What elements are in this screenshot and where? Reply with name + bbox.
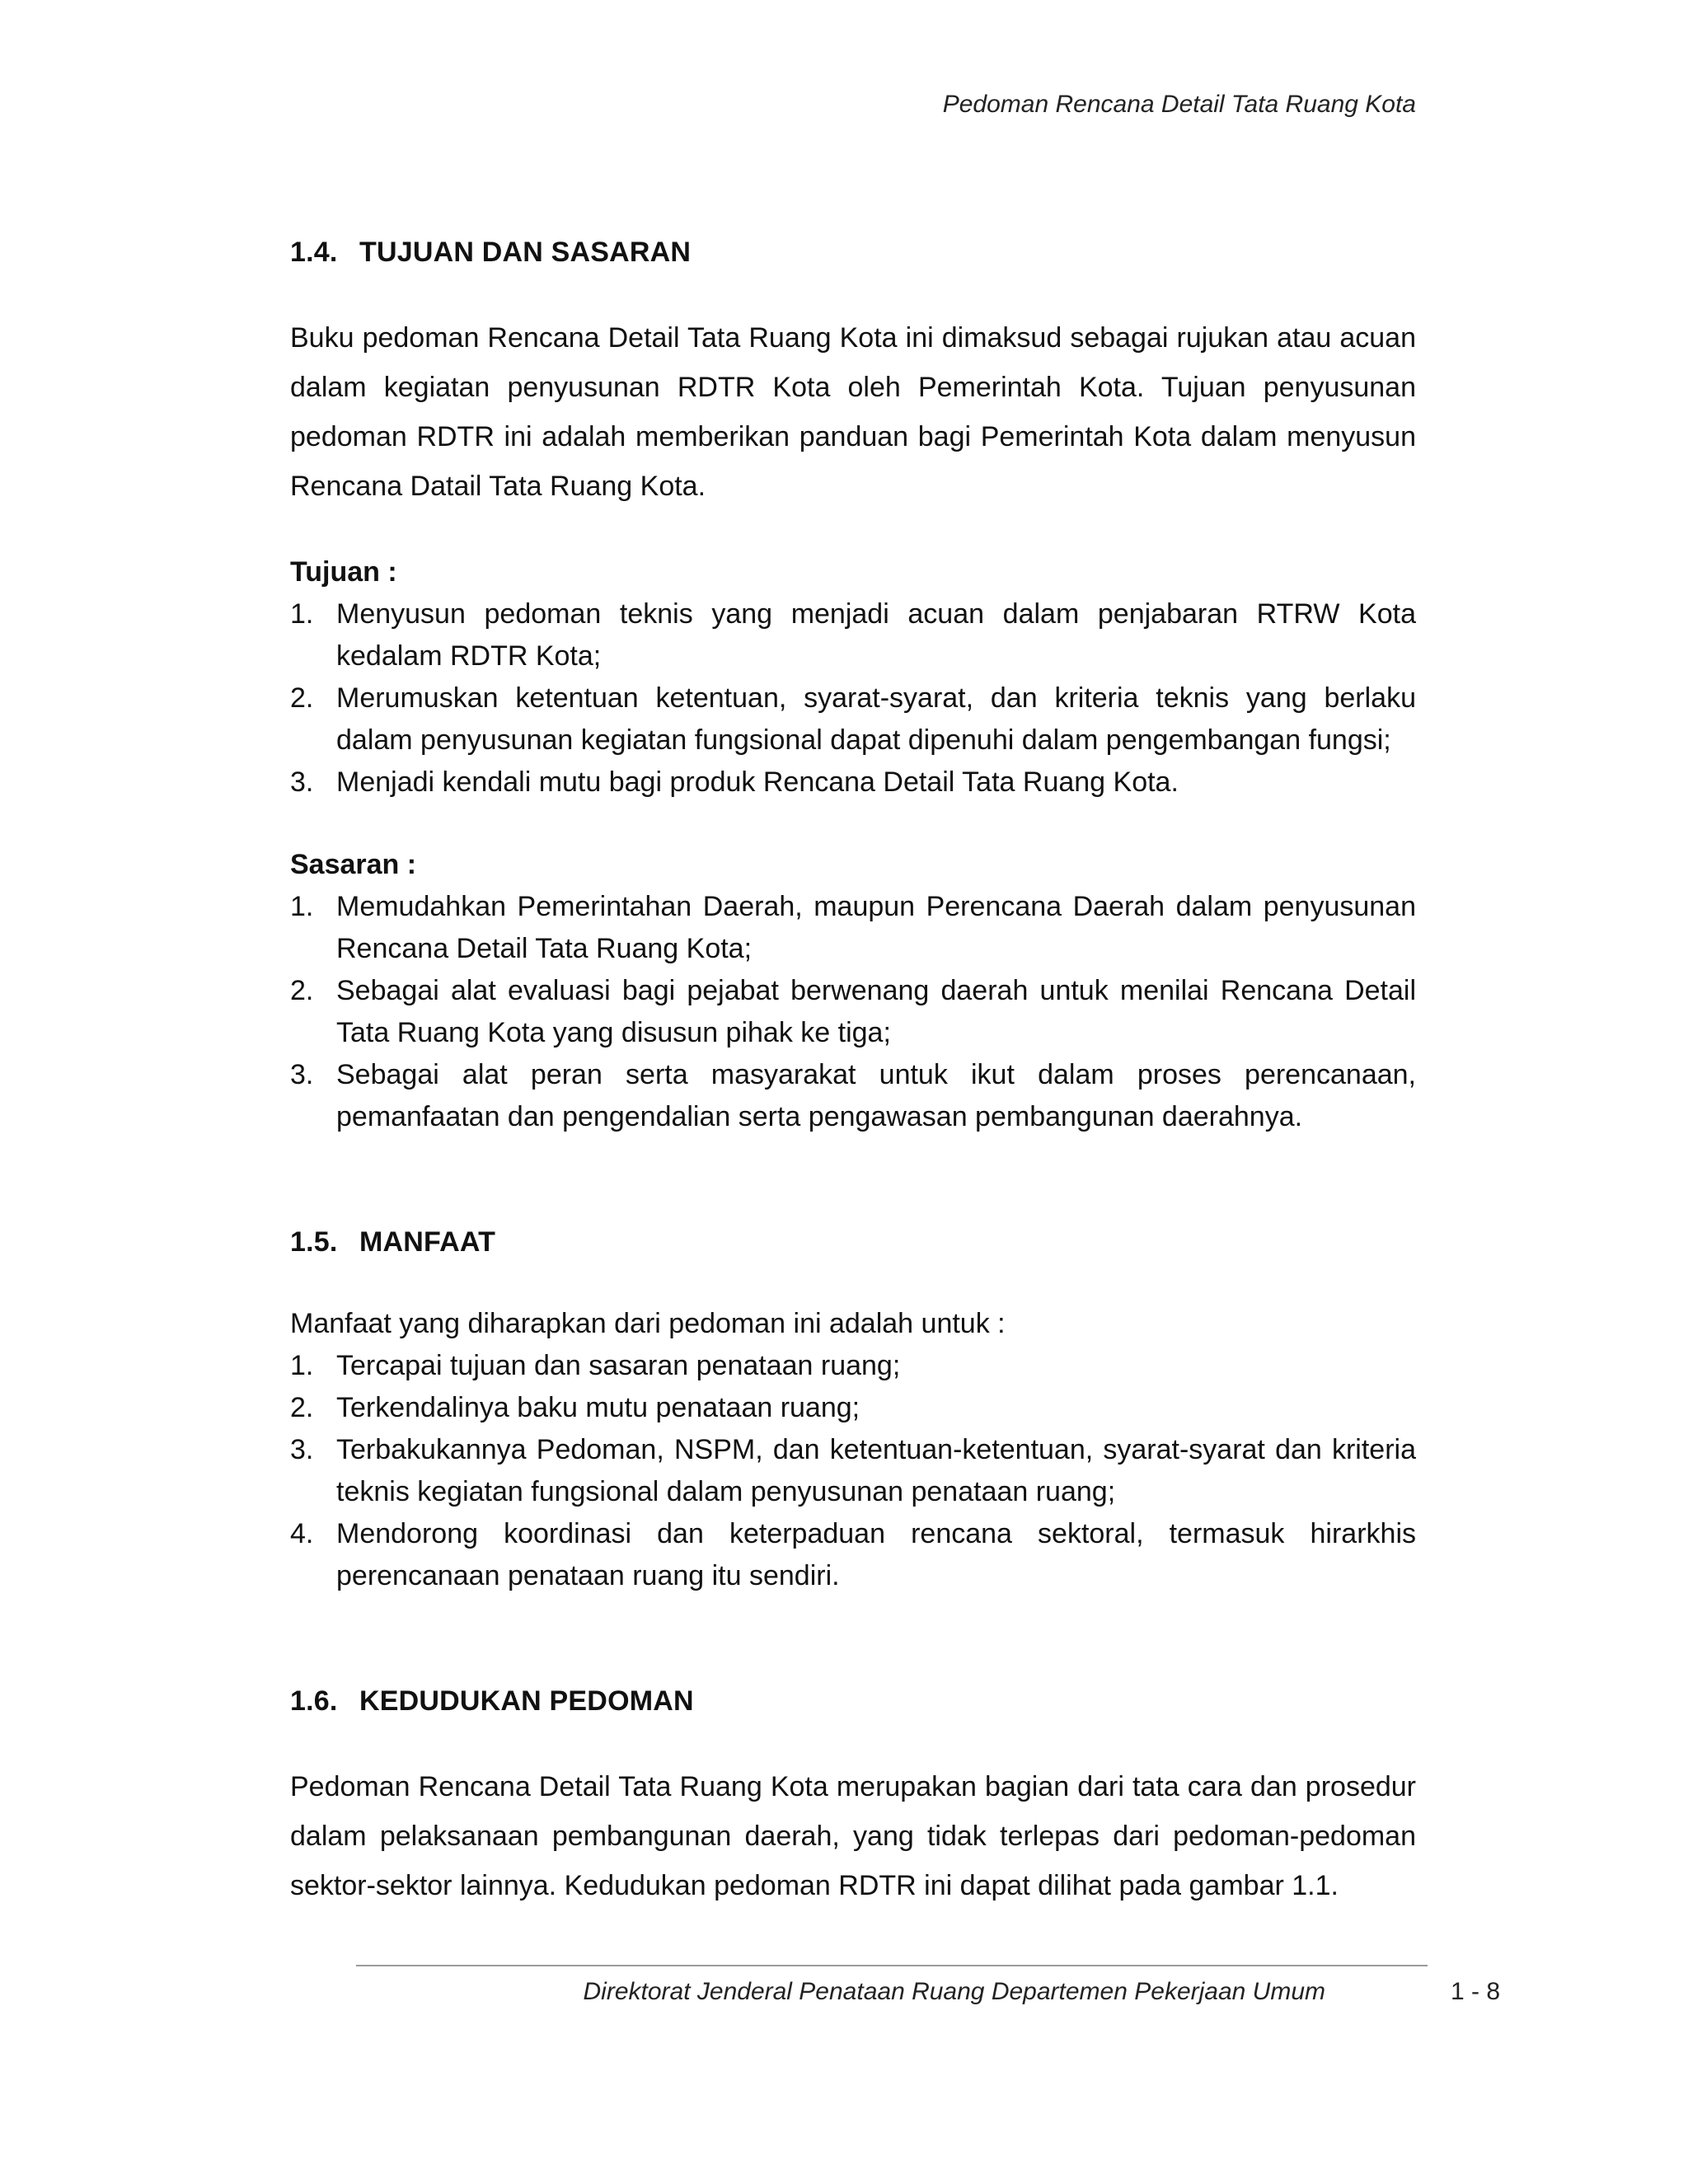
section-title: MANFAAT bbox=[359, 1226, 496, 1258]
list-number: 3. bbox=[290, 1434, 314, 1465]
list-item bbox=[290, 1345, 1416, 1387]
tujuan-list bbox=[290, 593, 1416, 804]
list-text: Memudahkan Pemerintahan Daerah, maupun Perencana Daerah dalam penyusunan Rencana Detail Tata Ruang Kota; bbox=[336, 891, 1416, 964]
section-body-paragraph: Pedoman Rencana Detail Tata Ruang Kota merupakan bagian dari tata cara dan prosedur dalam pelaksanaan pembangunan daerah, yang tidak terlepas dari pedoman-pedoman sektor-sektor lainnya. Kedudukan pedoman RDTR ini dapat dilihat pada gambar 1.1. bbox=[290, 1771, 1416, 1901]
section-title: TUJUAN DAN SASARAN bbox=[359, 237, 692, 268]
sasaran-list bbox=[290, 886, 1416, 1138]
manfaat-list bbox=[290, 1345, 1416, 1597]
list-number: 1. bbox=[290, 598, 314, 630]
list-item bbox=[290, 1054, 1416, 1138]
list-number: 2. bbox=[290, 682, 314, 714]
section-intro-paragraph: Manfaat yang diharapkan dari pedoman ini adalah untuk : bbox=[290, 1308, 1006, 1339]
section-heading-1-5 bbox=[290, 1221, 1416, 1263]
list-item bbox=[290, 677, 1416, 762]
list-number: 3. bbox=[290, 766, 314, 798]
section-number: 1.4. bbox=[290, 237, 338, 268]
list-item bbox=[290, 1429, 1416, 1513]
running-header: Pedoman Rencana Detail Tata Ruang Kota bbox=[942, 91, 1416, 118]
list-text: Sebagai alat evaluasi bagi pejabat berwenang daerah untuk menilai Rencana Detail Tata Ruang Kota yang disusun pihak ke tiga; bbox=[336, 975, 1416, 1048]
list-text: Menjadi kendali mutu bagi produk Rencana Detail Tata Ruang Kota. bbox=[336, 766, 1179, 798]
list-number: 3. bbox=[290, 1059, 314, 1090]
list-number: 1. bbox=[290, 891, 314, 922]
list-item bbox=[290, 593, 1416, 677]
footer-divider bbox=[356, 1965, 1428, 1966]
list-number: 1. bbox=[290, 1350, 314, 1381]
footer-text: Direktorat Jenderal Penataan Ruang Departemen Pekerjaan Umum bbox=[583, 1978, 1325, 2005]
list-item bbox=[290, 1387, 1416, 1429]
section-intro-paragraph: Buku pedoman Rencana Detail Tata Ruang Kota ini dimaksud sebagai rujukan atau acuan dalam kegiatan penyusunan RDTR Kota oleh Pemerintah Kota. Tujuan penyusunan pedoman RDTR ini adalah memberikan panduan bagi Pemerintah Kota dalam menyusun Rencana Datail Tata Ruang Kota. bbox=[290, 322, 1416, 502]
list-text: Tercapai tujuan dan sasaran penataan ruang; bbox=[336, 1350, 901, 1381]
sasaran-label: Sasaran : bbox=[290, 849, 417, 880]
section-heading-1-4 bbox=[290, 231, 1416, 274]
list-text: Merumuskan ketentuan ketentuan, syarat-syarat, dan kriteria teknis yang berlaku dalam penyusunan kegiatan fungsional dapat dipenuhi dalam pengembangan fungsi; bbox=[336, 682, 1416, 756]
section-title: KEDUDUKAN PEDOMAN bbox=[359, 1685, 694, 1717]
list-item bbox=[290, 886, 1416, 970]
list-item bbox=[290, 970, 1416, 1054]
list-text: Menyusun pedoman teknis yang menjadi acuan dalam penjabaran RTRW Kota kedalam RDTR Kota; bbox=[336, 598, 1416, 672]
list-item bbox=[290, 762, 1416, 804]
list-text: Terbakukannya Pedoman, NSPM, dan ketentuan-ketentuan, syarat-syarat dan kriteria teknis kegiatan fungsional dalam penyusunan penataan ruang; bbox=[336, 1434, 1416, 1507]
section-number: 1.5. bbox=[290, 1226, 338, 1258]
page-content bbox=[290, 231, 1416, 1910]
list-text: Terkendalinya baku mutu penataan ruang; bbox=[336, 1392, 860, 1423]
list-number: 4. bbox=[290, 1518, 314, 1549]
page-number: 1 - 8 bbox=[1450, 1978, 1500, 2005]
list-number: 2. bbox=[290, 1392, 314, 1423]
list-text: Mendorong koordinasi dan keterpaduan rencana sektoral, termasuk hirarkhis perencanaan penataan ruang itu sendiri. bbox=[336, 1518, 1416, 1591]
list-text: Sebagai alat peran serta masyarakat untuk ikut dalam proses perencanaan, pemanfaatan dan pengendalian serta pengawasan pembangunan daerahnya. bbox=[336, 1059, 1416, 1132]
tujuan-label: Tujuan : bbox=[290, 556, 397, 588]
list-number: 2. bbox=[290, 975, 314, 1006]
section-heading-1-6 bbox=[290, 1680, 1416, 1722]
list-item bbox=[290, 1513, 1416, 1597]
section-number: 1.6. bbox=[290, 1685, 338, 1717]
